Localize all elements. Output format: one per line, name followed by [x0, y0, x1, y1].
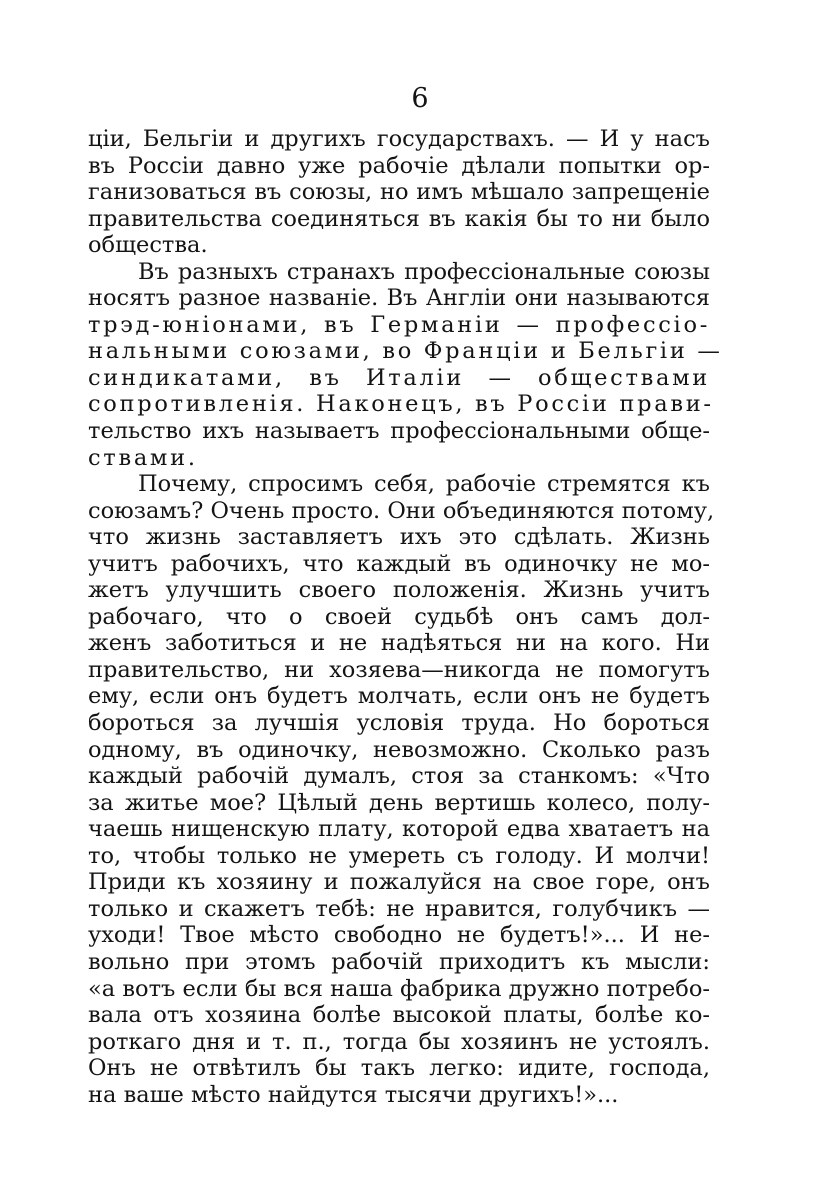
text-line: Онъ не отвѣтилъ бы такъ легко: идите, господа, [88, 1055, 710, 1082]
text-line: роткаго дня и т. п., тогда бы хозяинъ не устоялъ. [88, 1028, 710, 1055]
text-line: носятъ разное названіе. Въ Англіи они называются [88, 285, 710, 312]
text-line: тельство ихъ называетъ профессіональными обще- [88, 418, 710, 445]
text-line: жетъ улучшить своего положенія. Жизнь учитъ [88, 577, 710, 604]
text-line: общества. [88, 232, 208, 259]
text-line: чаешь нищенскую плату, которой едва хватаетъ на [88, 816, 710, 843]
text-line: что жизнь заставляетъ ихъ это сдѣлать. Жизнь [88, 524, 710, 551]
text-line: ему, если онъ будетъ молчать, если онъ не будетъ [88, 683, 710, 710]
text-line: бороться за лучшія условія труда. Но бороться [88, 710, 710, 737]
text-line: правительства соединяться въ какія бы то ни было [88, 205, 710, 232]
text-line: въ Россіи давно уже рабочіе дѣлали попытки ор- [88, 152, 710, 179]
text-line: вала отъ хозяина болѣе высокой платы, болѣе ко- [88, 1002, 710, 1029]
page-number: 6 [411, 83, 429, 114]
text-line: Въ разныхъ странахъ профессіональные союзы [138, 258, 710, 285]
text-line: одному, въ одиночку, невозможно. Сколько разъ [88, 736, 710, 763]
text-line: за житье мое? Цѣлый день вертишь колесо, полу- [88, 789, 710, 816]
text-line: правительство, ни хозяева—никогда не помогутъ [88, 656, 710, 683]
text-line: ціи, Бельгіи и другихъ государствахъ. — И у насъ [88, 126, 710, 152]
text-line: ствами. [88, 444, 198, 471]
text-line: синдикатами, въ Италіи — обществами [88, 364, 710, 391]
text-line: трэд-юніонами, въ Германіи — профессіо- [88, 311, 710, 338]
text-line: то, чтобы только не умереть съ голоду. И молчи! [88, 842, 710, 869]
text-line: рабочаго, что о своей судьбѣ онъ самъ дол- [88, 603, 710, 630]
text-line: уходи! Твое мѣсто свободно не будетъ!»... И не- [88, 922, 710, 949]
text-line: на ваше мѣсто найдутся тысячи другихъ!»... [88, 1081, 619, 1108]
text-line: Приди къ хозяину и пожалуйся на свое горе, онъ [88, 869, 710, 896]
text-line: «а вотъ если бы вся наша фабрика дружно потребо- [88, 975, 710, 1002]
text-line: учитъ рабочихъ, что каждый въ одиночку не мо- [88, 550, 710, 577]
text-line: ганизоваться въ союзы, но имъ мѣшало запрещеніе [88, 179, 710, 206]
text-line: нальными союзами, во Франціи и Бельгіи — [88, 338, 723, 365]
body-text [88, 126, 723, 1108]
text-line: союзамъ? Очень просто. Они объединяются потому, [88, 497, 715, 524]
text-line: Почему, спросимъ себя, рабочіе стремятся къ [138, 471, 710, 498]
text-line: вольно при этомъ рабочій приходитъ къ мысли: [88, 948, 710, 975]
text-line: каждый рабочій думалъ, стоя за станкомъ: «Что [88, 763, 710, 790]
text-line: сопротивленія. Наконецъ, въ Россіи прави- [88, 391, 714, 418]
text-line: только и скажетъ тебѣ: не нравится, голубчикъ — [88, 895, 710, 922]
text-line: женъ заботиться и не надѣяться ни на кого. Ни [88, 630, 710, 657]
